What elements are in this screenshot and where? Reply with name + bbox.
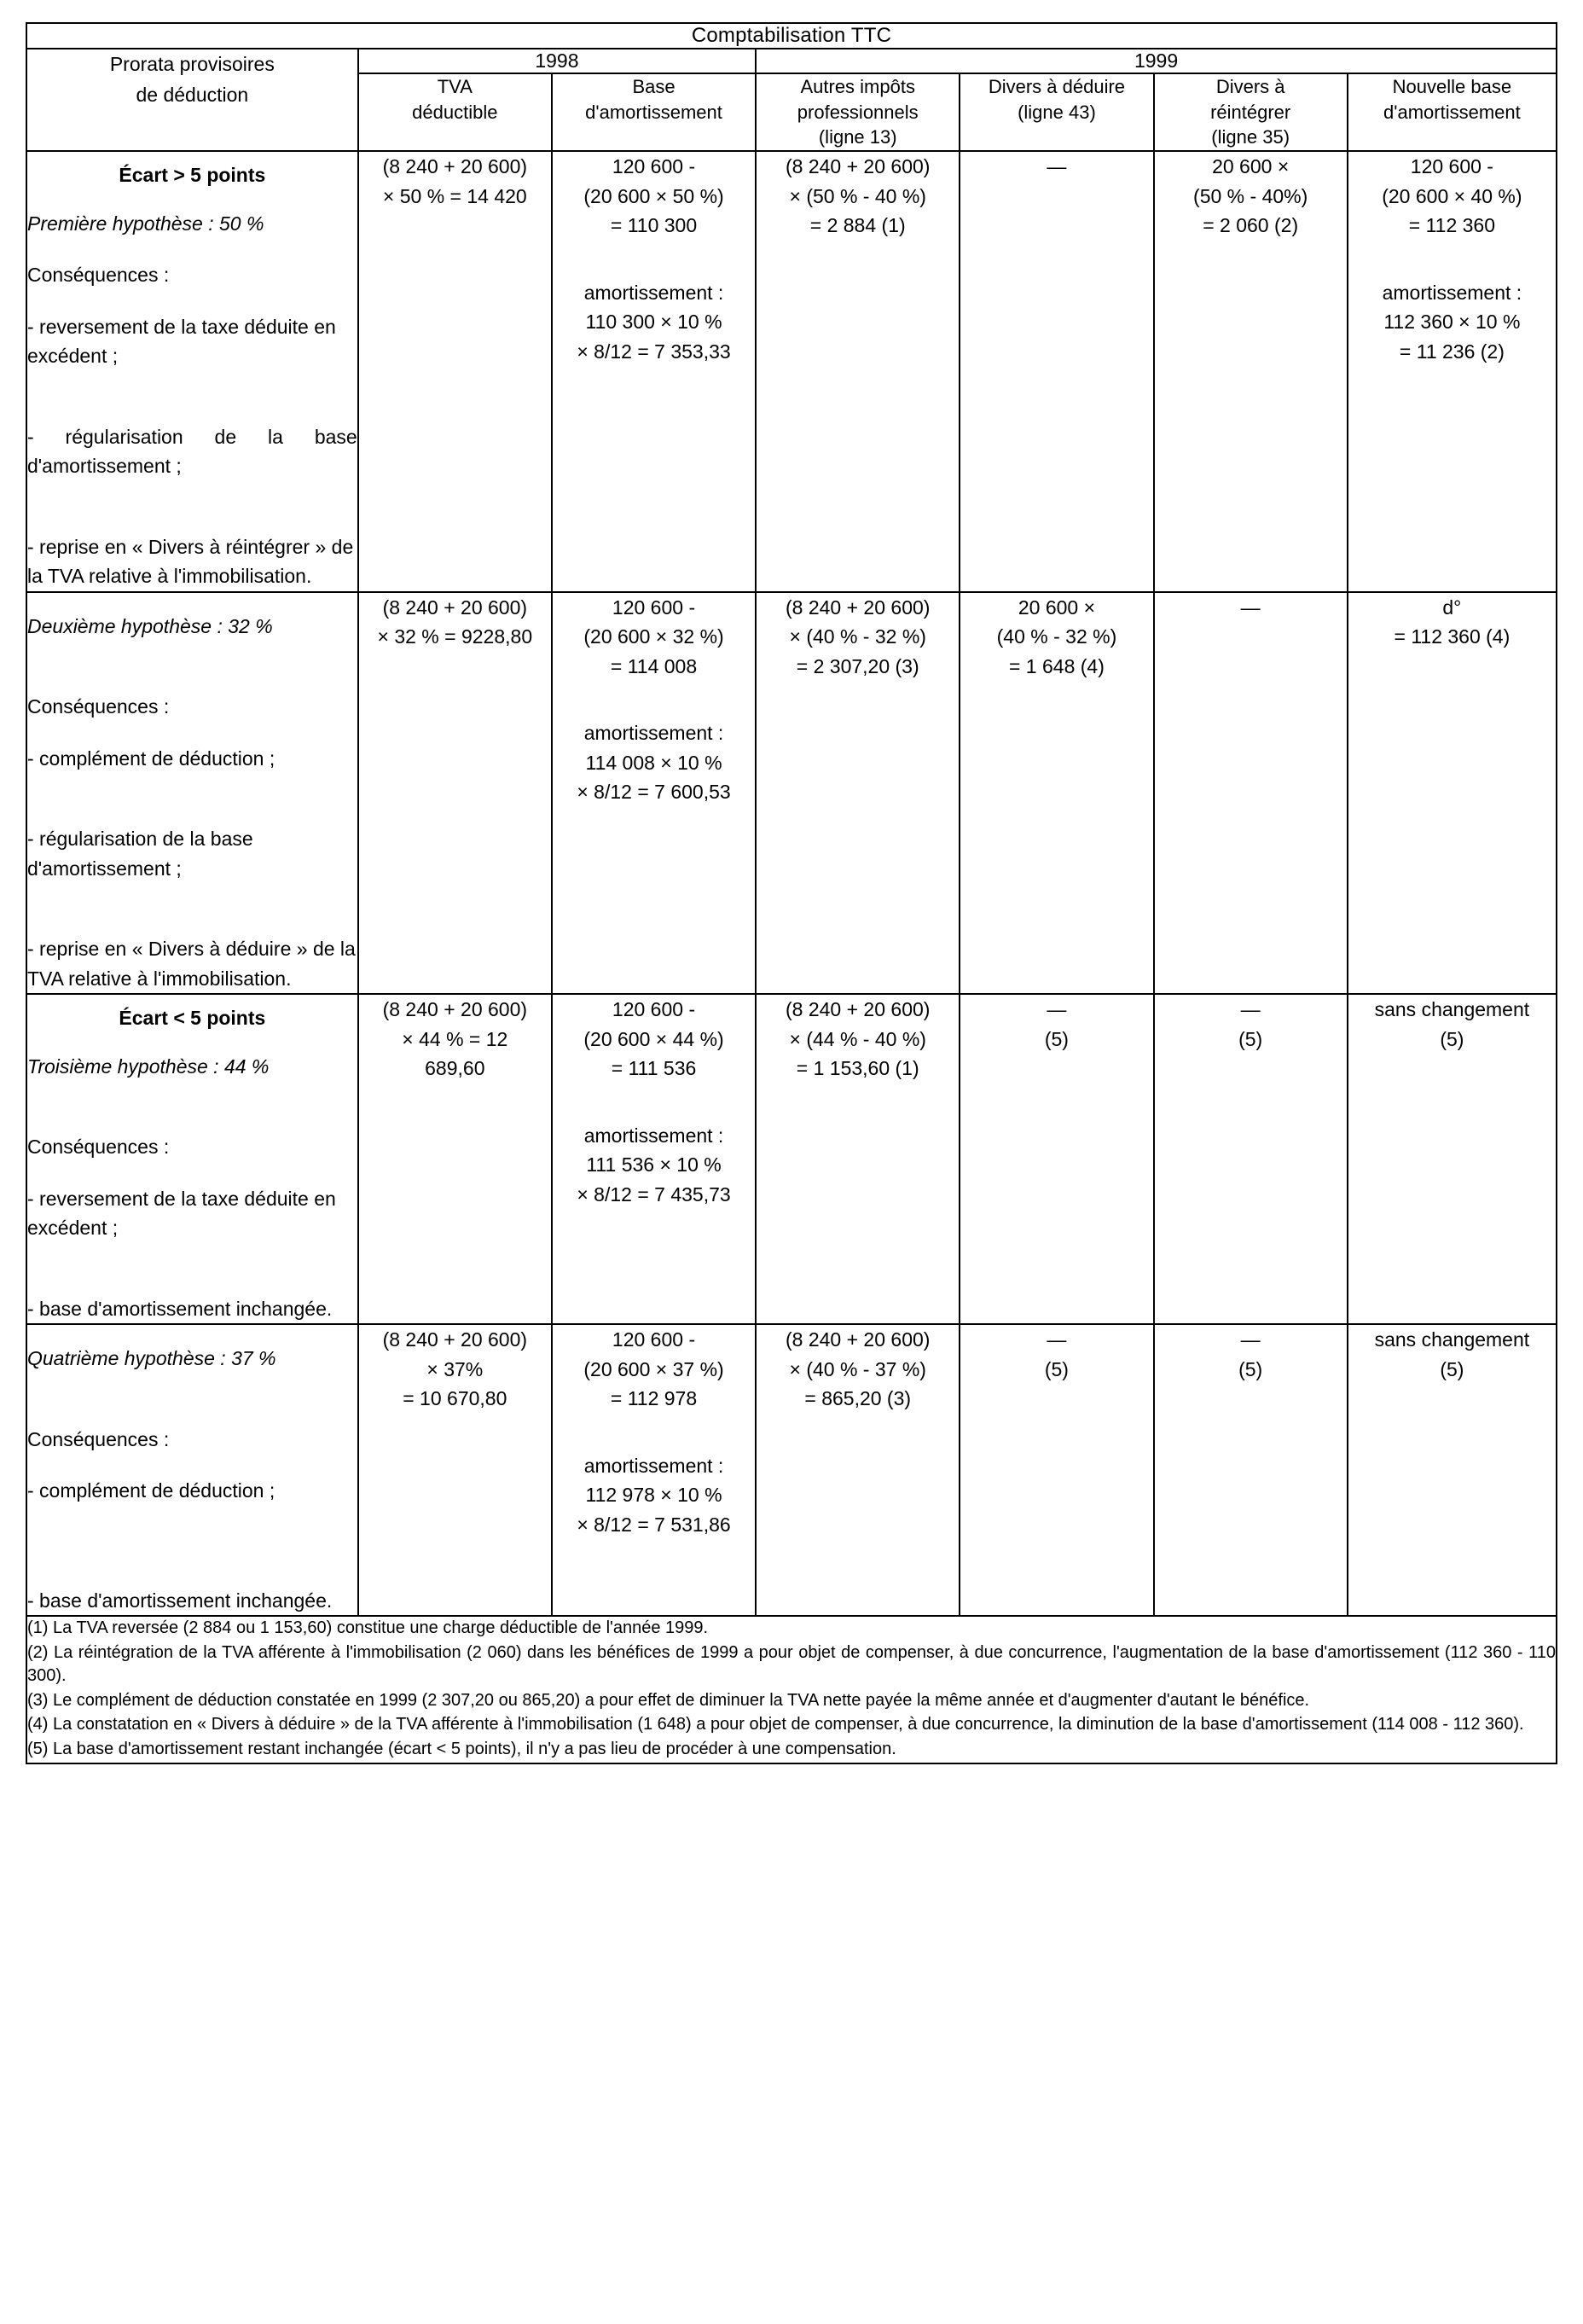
- value-line: = 112 360: [1408, 214, 1496, 237]
- comptabilisation-table: [26, 22, 1557, 1764]
- year-group-row: [26, 49, 1557, 73]
- value-line: 120 600 -: [612, 596, 696, 619]
- value-line: (40 % - 32 %): [996, 625, 1117, 648]
- value-line: × 8/12 = 7 531,86: [577, 1513, 731, 1536]
- value-block: [757, 593, 959, 682]
- column-header-tva-deductible: [358, 73, 552, 151]
- consequence-item: - complément de déduction ;: [27, 1479, 275, 1502]
- cell-divers-a-reintegrer: [1154, 1324, 1348, 1616]
- cell-nouvelle-base: [1348, 151, 1557, 592]
- value-line: 112 978 × 10 %: [585, 1484, 722, 1507]
- value-line: × (50 % - 40 %): [789, 184, 926, 207]
- table-header: [26, 23, 1557, 151]
- page-title: Comptabilisation TTC: [26, 23, 1557, 49]
- value-line: = 2 307,20 (3): [796, 654, 919, 677]
- value-line: (8 240 + 20 600): [382, 596, 528, 619]
- spacer: [27, 773, 357, 802]
- value-line: (20 600 × 44 %): [583, 1027, 724, 1050]
- cell-autres-impots: [756, 1324, 960, 1616]
- consequence-item: - base d'amortissement inchangée.: [27, 1589, 333, 1612]
- value-line: —: [1240, 1328, 1261, 1351]
- cell-base-amortissement: [552, 151, 756, 592]
- cell-divers-a-deduire: [960, 592, 1153, 995]
- value-block-amortissement: [553, 278, 755, 367]
- value-line: × 8/12 = 7 600,53: [577, 781, 731, 804]
- col-line: Nouvelle base: [1392, 76, 1512, 97]
- value-line: × (40 % - 37 %): [789, 1357, 926, 1380]
- consequences-label: Conséquences :: [27, 1427, 170, 1450]
- value-block: [1348, 593, 1556, 652]
- year-group-1998: 1998: [358, 49, 756, 73]
- value-line: 689,60: [425, 1057, 485, 1080]
- value-line: (8 240 + 20 600): [786, 155, 931, 178]
- value-line: × 32 % = 9228,80: [377, 625, 533, 648]
- value-line: (20 600 × 40 %): [1382, 184, 1522, 207]
- value-block: [1348, 152, 1556, 241]
- cell-tva-deductible: [358, 151, 552, 592]
- consequences-label: Conséquences :: [27, 264, 170, 287]
- value-block-amortissement: [1348, 278, 1556, 367]
- value-block: [757, 152, 959, 241]
- value-line: (5): [1044, 1027, 1069, 1050]
- table-row: [26, 1324, 1557, 1616]
- value-line: × (40 % - 32 %): [789, 625, 926, 648]
- consequence-item: - régularisation de la base d'amortissement ;: [27, 828, 253, 880]
- spacer: [27, 1374, 357, 1403]
- cell-base-amortissement: [552, 1324, 756, 1616]
- value-line: = 1 648 (4): [1008, 654, 1105, 677]
- value-line: × (44 % - 40 %): [789, 1027, 926, 1050]
- value-block: [359, 593, 551, 652]
- col-line: d'amortissement: [585, 101, 722, 123]
- value-block-amortissement: [553, 1121, 755, 1210]
- cell-nouvelle-base: [1348, 994, 1557, 1324]
- value-line: × 50 % = 14 420: [382, 184, 527, 207]
- value-line: (20 600 × 37 %): [583, 1357, 724, 1380]
- cell-base-amortissement: [552, 994, 756, 1324]
- value-line: (5): [1044, 1357, 1069, 1380]
- value-line: = 2 884 (1): [809, 214, 906, 237]
- value-line: amortissement :: [1382, 281, 1522, 304]
- value-block: [757, 995, 959, 1084]
- value-block: [960, 995, 1152, 1054]
- col-line: Divers à: [1215, 76, 1285, 97]
- hypothesis-label: Première hypothèse : 50 %: [27, 212, 264, 235]
- cell-divers-a-deduire: [960, 994, 1153, 1324]
- spacer: [27, 1535, 357, 1564]
- value-block: [757, 1325, 959, 1414]
- consequence-item: - complément de déduction ;: [27, 747, 275, 770]
- value-line: = 865,20 (3): [804, 1387, 912, 1410]
- row-stub: [26, 592, 358, 995]
- value-line: × 37%: [426, 1357, 484, 1380]
- value-line: 120 600 -: [612, 1328, 696, 1351]
- value-line: = 2 060 (2): [1203, 214, 1299, 237]
- value-block: [1155, 995, 1347, 1054]
- band-title: Écart > 5 points: [119, 164, 266, 187]
- table-body: [26, 151, 1557, 1763]
- value-block-amortissement: [553, 1451, 755, 1540]
- value-line: 111 536 × 10 %: [586, 1153, 722, 1177]
- footnotes-row: [26, 1616, 1557, 1763]
- value-line: (5): [1238, 1027, 1263, 1050]
- value-line: —: [1240, 998, 1261, 1021]
- col-line: déductible: [412, 101, 498, 123]
- value-line: 114 008 × 10 %: [585, 751, 722, 774]
- spacer: [27, 641, 357, 670]
- footnotes-block: [26, 1616, 1557, 1763]
- value-line: (5): [1440, 1357, 1464, 1380]
- value-line: (8 240 + 20 600): [786, 1328, 931, 1351]
- col-line: Autres impôts: [800, 76, 915, 97]
- column-header-autres-impots: [756, 73, 960, 151]
- value-line: = 11 236 (2): [1399, 340, 1505, 363]
- hypothesis-label: Deuxième hypothèse : 32 %: [27, 614, 273, 637]
- cell-divers-a-deduire: [960, 151, 1153, 592]
- cell-tva-deductible: [358, 1324, 552, 1616]
- footnote-item: (4) La constatation en « Divers à déduire » de la TVA afférente à l'immobilisation (1 648) a pour objet de compenser, à due concurrence, la diminution de la base d'amortissement (114 008 - 112 360).: [27, 1715, 1524, 1734]
- cell-divers-a-reintegrer: [1154, 994, 1348, 1324]
- value-line: = 112 978: [610, 1387, 698, 1410]
- col-line: Divers à déduire: [988, 76, 1126, 97]
- spacer: [27, 1243, 357, 1272]
- value-line: 112 360 × 10 %: [1383, 311, 1521, 334]
- column-header-divers-a-reintegrer: [1154, 73, 1348, 151]
- value-block: [359, 995, 551, 1084]
- cell-divers-a-reintegrer: [1154, 592, 1348, 995]
- value-line: amortissement :: [583, 1454, 724, 1477]
- value-block: [960, 593, 1152, 682]
- band-title: Écart < 5 points: [119, 1007, 266, 1030]
- column-header-divers-a-deduire: [960, 73, 1153, 151]
- value-line: sans changement: [1374, 1328, 1530, 1351]
- value-line: —: [1047, 998, 1067, 1021]
- value-block: [553, 593, 755, 682]
- value-line: (5): [1440, 1027, 1464, 1050]
- col-line: (ligne 35): [1211, 126, 1290, 148]
- value-line: = 10 670,80: [403, 1387, 507, 1410]
- value-block: [553, 152, 755, 241]
- consequences-label: Conséquences :: [27, 1136, 170, 1159]
- footnote-item: (2) La réintégration de la TVA afférente à l'immobilisation (2 060) dans les bénéfices de 1999 a pour objet de compenser, à due concurrence, l'augmentation de la base d'amortissement (112 360 - 110 300).: [27, 1642, 1556, 1686]
- value-line: amortissement :: [583, 281, 724, 304]
- stub-header-line-2: de déduction: [136, 83, 249, 106]
- spacer: [27, 1081, 357, 1110]
- value-line: amortissement :: [583, 1124, 724, 1147]
- value-line: 120 600 -: [612, 998, 696, 1021]
- value-line: (20 600 × 50 %): [583, 184, 724, 207]
- value-line: = 110 300: [610, 214, 698, 237]
- cell-tva-deductible: [358, 994, 552, 1324]
- cell-nouvelle-base: [1348, 1324, 1557, 1616]
- value-block-amortissement: [553, 718, 755, 807]
- value-line: (8 240 + 20 600): [382, 155, 528, 178]
- value-line: × 8/12 = 7 435,73: [577, 1182, 731, 1206]
- cell-nouvelle-base: [1348, 592, 1557, 995]
- value-block: [1348, 1325, 1556, 1384]
- spacer: [27, 481, 357, 510]
- cell-autres-impots: [756, 592, 960, 995]
- value-line: = 112 360 (4): [1394, 625, 1511, 648]
- cell-divers-a-reintegrer: [1154, 151, 1348, 592]
- value-block: [359, 152, 551, 211]
- cell-divers-a-deduire: [960, 1324, 1153, 1616]
- value-block: [1155, 1325, 1347, 1384]
- footnote-item: (3) Le complément de déduction constatée en 1999 (2 307,20 ou 865,20) a pour effet de diminuer la TVA nette payée la même année et d'augmenter d'autant le bénéfice.: [27, 1690, 1310, 1710]
- table-row: [26, 151, 1557, 592]
- value-line: (8 240 + 20 600): [382, 998, 528, 1021]
- consequence-item: - reversement de la taxe déduite en excédent ;: [27, 1187, 336, 1240]
- row-stub: [26, 151, 358, 592]
- value-line: 20 600 ×: [1018, 596, 1096, 619]
- cell-tva-deductible: [358, 592, 552, 995]
- year-group-1999: 1999: [756, 49, 1557, 73]
- value-line: amortissement :: [583, 722, 724, 745]
- value-line: (8 240 + 20 600): [786, 596, 931, 619]
- spacer: [27, 371, 357, 400]
- footnote-item: (5) La base d'amortissement restant inchangée (écart < 5 points), il n'y a pas lieu de procéder à une compensation.: [27, 1740, 896, 1759]
- value-line: sans changement: [1374, 998, 1530, 1021]
- value-line: —: [1047, 1328, 1067, 1351]
- col-line: réintégrer: [1210, 101, 1291, 123]
- stub-header: [26, 49, 358, 151]
- value-line: 120 600 -: [612, 155, 696, 178]
- value-block: [359, 1325, 551, 1414]
- consequences-label: Conséquences :: [27, 695, 170, 718]
- value-line: (8 240 + 20 600): [382, 1328, 528, 1351]
- value-line: = 114 008: [610, 654, 698, 677]
- value-block: [553, 995, 755, 1084]
- value-line: 20 600 ×: [1212, 155, 1290, 178]
- hypothesis-label: Troisième hypothèse : 44 %: [27, 1055, 270, 1078]
- footnote-item: (1) La TVA reversée (2 884 ou 1 153,60) constitue une charge déductible de l'année 1999.: [27, 1618, 709, 1638]
- row-stub: [26, 994, 358, 1324]
- column-header-nouvelle-base: [1348, 73, 1557, 151]
- value-line: × 44 % = 12: [402, 1027, 508, 1050]
- spacer: [27, 883, 357, 912]
- value-line: × 8/12 = 7 353,33: [577, 340, 731, 363]
- stub-header-line-1: Prorata provisoires: [109, 53, 275, 75]
- value-line: = 1 153,60 (1): [796, 1057, 919, 1080]
- column-header-base-amortissement: [552, 73, 756, 151]
- col-line: professionnels: [797, 101, 919, 123]
- spacer: [27, 1506, 357, 1535]
- em-dash: —: [1240, 596, 1261, 619]
- value-line: d°: [1442, 596, 1462, 619]
- value-line: 110 300 × 10 %: [585, 311, 722, 334]
- row-stub: [26, 1324, 358, 1616]
- table-title-row: [26, 23, 1557, 49]
- em-dash: —: [1047, 155, 1067, 178]
- value-line: (50 % - 40%): [1193, 184, 1308, 207]
- col-line: (ligne 43): [1018, 101, 1096, 123]
- value-line: 120 600 -: [1410, 155, 1493, 178]
- table-row: [26, 994, 1557, 1324]
- value-line: (20 600 × 32 %): [583, 625, 724, 648]
- consequence-item: - reprise en « Divers à déduire » de la TVA relative à l'immobilisation.: [27, 938, 356, 990]
- value-block: [1348, 995, 1556, 1054]
- cell-base-amortissement: [552, 592, 756, 995]
- value-block: [960, 1325, 1152, 1384]
- col-line: (ligne 13): [818, 126, 897, 148]
- value-block: [1155, 152, 1347, 241]
- consequence-item: - régularisation de la base d'amortissement ;: [27, 425, 357, 478]
- col-line: Base: [632, 76, 676, 97]
- consequence-item: - base d'amortissement inchangée.: [27, 1297, 333, 1320]
- consequence-item: - reversement de la taxe déduite en excédent ;: [27, 315, 336, 368]
- consequence-item: - reprise en « Divers à réintégrer » de la TVA relative à l'immobilisation.: [27, 535, 354, 588]
- hypothesis-label: Quatrième hypothèse : 37 %: [27, 1347, 276, 1370]
- col-line: TVA: [437, 76, 473, 97]
- col-line: d'amortissement: [1383, 101, 1521, 123]
- cell-autres-impots: [756, 151, 960, 592]
- table-row: [26, 592, 1557, 995]
- cell-autres-impots: [756, 994, 960, 1324]
- value-line: (5): [1238, 1357, 1263, 1380]
- value-line: (8 240 + 20 600): [786, 998, 931, 1021]
- value-line: = 111 536: [611, 1057, 697, 1080]
- value-block: [553, 1325, 755, 1414]
